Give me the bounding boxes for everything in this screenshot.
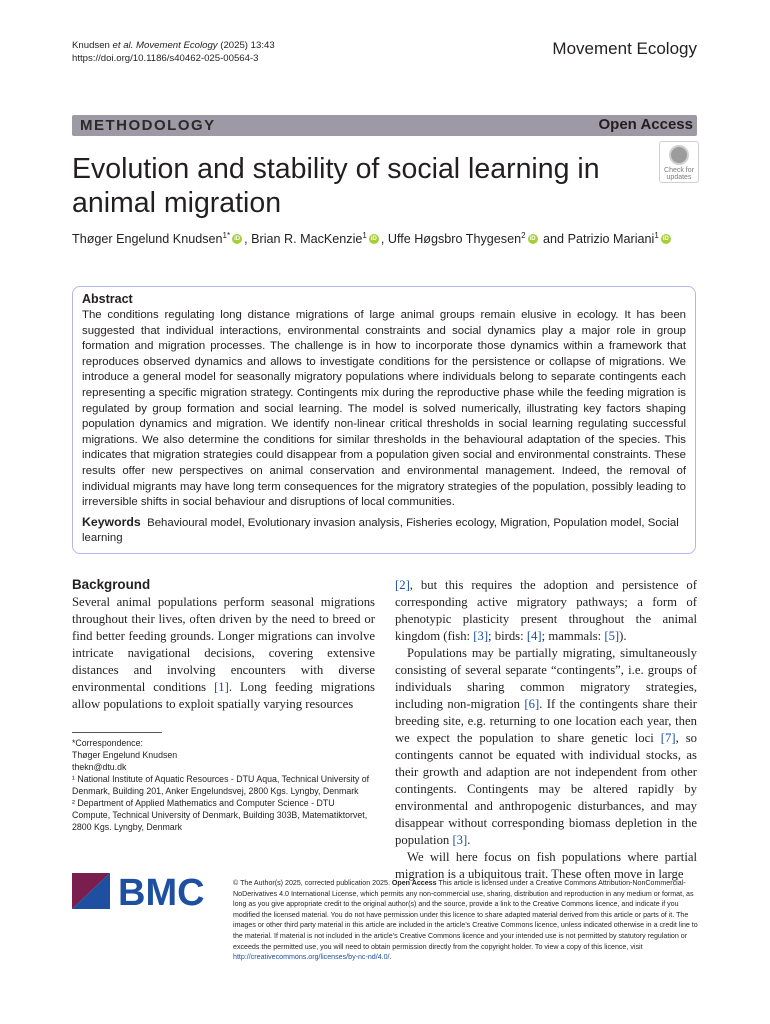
check-updates-line1: Check for (664, 167, 694, 174)
body-text: , but this requires the adoption and persistence of corresponding active migratory pathways; a form of phenotypic plasticity present throughout the animal kingdom (fish: (395, 578, 697, 643)
paragraph (395, 577, 697, 645)
open-access-inline: Open Access (391, 879, 437, 887)
doi-link[interactable]: https://doi.org/10.1186/s40462-025-00564-3 (72, 53, 259, 64)
author-name[interactable]: Brian R. MacKenzie (251, 232, 363, 247)
citation-authors: Knudsen (72, 40, 113, 51)
author-list (72, 231, 673, 246)
check-updates-icon (669, 145, 689, 165)
abstract-box (72, 286, 696, 554)
citation-link[interactable]: [2] (395, 578, 410, 592)
body-text: . (467, 833, 471, 847)
keywords (82, 515, 686, 547)
citation-link[interactable]: [6] (524, 697, 540, 711)
license-text (233, 878, 698, 963)
abstract-text: The conditions regulating long distance migrations of large animal groups remain elusive in ecology. It has been suggested that individual interactions, environmental constraints and social dynamics play a major role in group formation and migration processes. The challenge is in how to incorporate those dynamics within a framework that reproduces observed dynamics and allows to investigate conditions for the persistence or collapse of migrations. We introduce a general model for seasonally migratory populations where individuals belong to separate contingents each representing a specific migration strategy. Contingents mix during the reproductive phase while the feeding migration is regulated by group formation and social learning. The model is solved numerically, illustrating key factors shaping population dynamics and migration. We identify non-linear critical thresholds in social learning regulating successful migrations. We also determine the conditions for similar thresholds in the behavioural adaptation of the species. This indicates that migration strategies could disappear from a population given social and environmental constraints. These results offer new perspectives on animal conservation and environmental management. Indeed, the removal of individual migrants may have long term consequences for the migratory strategies of the population, possibly leading to irreversible shifts in social behaviour and disruptions of local communities. (82, 309, 686, 509)
orcid-icon[interactable]: iD (529, 235, 536, 242)
check-updates-line2: updates (666, 174, 692, 181)
citation-link[interactable]: [7] (660, 731, 676, 745)
author-name[interactable]: Patrizio Mariani (567, 232, 655, 247)
keywords-list: Behavioural model, Evolutionary invasion analysis, Fisheries ecology, Migration, Population model, Social learning (82, 516, 679, 545)
citation-header (72, 39, 275, 65)
author-name[interactable]: Thøger Engelund Knudsen (72, 232, 223, 247)
body-text: ; mammals: (541, 629, 605, 643)
author-separator: and (539, 232, 568, 247)
background-heading: Background (72, 577, 151, 592)
bmc-logo-text: BMC (118, 872, 205, 911)
correspondence-name: Thøger Engelund Knudsen (72, 750, 178, 760)
body-text: . If the contingents share their breeding site, e.g. returning to one location each year, then we expect the population to share genetic loci (395, 697, 697, 745)
author-affiliation: 1 (654, 231, 659, 240)
footnote-divider (72, 732, 162, 733)
author-separator: , (380, 232, 388, 247)
orcid-icon[interactable]: iD (662, 235, 669, 242)
license-link[interactable]: http://creativecommons.org/licenses/by-nc-nd/4.0/ (233, 953, 390, 962)
body-column-right (395, 577, 697, 883)
footnotes (72, 737, 372, 833)
body-text: . Long feeding migrations allow populations to exploit spatially varying resources (72, 680, 375, 711)
copyright: © The Author(s) 2025, corrected publication 2025. (233, 879, 392, 887)
citation-link[interactable]: [1] (214, 680, 229, 694)
author-separator: , (244, 232, 252, 247)
author-affiliation: 1* (222, 231, 231, 240)
correspondence-email[interactable]: thekn@dtu.dk (72, 762, 127, 772)
affiliation-1: ¹ National Institute of Aquatic Resources - DTU Aqua, Technical University of Denmark, Building 201, Anker Engelundsvej, 2800 Kgs. Lyngby, Denmark (72, 774, 370, 796)
citation-link[interactable]: [4] (526, 629, 542, 643)
license-body: This article is licensed under a Creative Commons Attribution-NonCommercial-NoDerivatives 4.0 International License, which permits any non-commercial use, sharing, distribution and reproduction in any medium or format, as long as you give appropriate credit to the original author(s) and the source, provide a link to the Creative Commons licence, and indicate if you modified the licensed material. You do not have permission under this licence to share adapted material derived from this article or parts of it. The images or other third party material in this article are included in the article’s Creative Commons licence, unless indicated otherwise in a credit line to the material. If material is not included in the article’s Creative Commons licence and your intended use is not permitted by statutory regulation or exceeds the permitted use, you will need to obtain permission directly from the copyright holder. To view a copy of this licence, visit (233, 879, 698, 951)
body-text: ; birds: (488, 629, 527, 643)
body-text: Populations may be partially migrating, simultaneously consisting of several separate “contingents”, i.e. groups of individuals sharing common migratory strategies, including non-migration (395, 646, 697, 711)
citation-link[interactable]: [5] (604, 629, 620, 643)
bmc-logo-icon (72, 871, 212, 911)
correspondence-label: *Correspondence: (72, 738, 143, 748)
open-access-label: Open Access (598, 116, 693, 133)
paragraph: We will here focus on fish populations where partial migration is a ubiquitous trait. These often move in large (395, 850, 697, 881)
author-affiliation: 2 (521, 231, 526, 240)
orcid-icon[interactable]: iD (370, 235, 377, 242)
affiliation-2: ² Department of Applied Mathematics and Computer Science - DTU Compute, Technical University of Denmark, Building 303B, Matematiktorvet, 2800 Kgs. Lyngby, Denmark (72, 798, 368, 832)
check-for-updates-button[interactable] (659, 141, 699, 183)
body-column-left (72, 594, 375, 713)
body-text: ). (619, 629, 627, 643)
body-text: , so contingents cannot be equated with individual stocks, as their growth and adaption are not independent from other contingents. Contingents may be altered rapidly by environmental and anthropogenic disturbances, and may disappear without corresponding biomass depletion in the population (395, 731, 698, 847)
orcid-icon[interactable]: iD (234, 235, 241, 242)
citation-link[interactable]: [3] (473, 629, 489, 643)
article-title: Evolution and stability of social learning in animal migration (72, 153, 600, 219)
section-label: METHODOLOGY (80, 117, 216, 134)
paragraph (395, 645, 697, 849)
journal-name: Movement Ecology (552, 39, 697, 58)
bmc-logo (72, 871, 212, 916)
author-affiliation: 1 (362, 231, 367, 240)
author-name[interactable]: Uffe Høgsbro Thygesen (387, 232, 522, 247)
abstract-heading: Abstract (82, 292, 133, 306)
license-end: . (389, 953, 392, 962)
citation-journal: et al. Movement Ecology (112, 40, 218, 51)
body-text: Several animal populations perform seasonal migrations throughout their lives, often driven by the need to breed or find better feeding grounds. Longer migrations can involve intricate navigational decisions, covering extensive distances and involving encounters with diverse environmental conditions (72, 595, 375, 694)
citation-link[interactable]: [3] (452, 833, 468, 847)
keywords-label: Keywords (82, 514, 141, 529)
citation-year: (2025) 13:43 (217, 40, 275, 51)
